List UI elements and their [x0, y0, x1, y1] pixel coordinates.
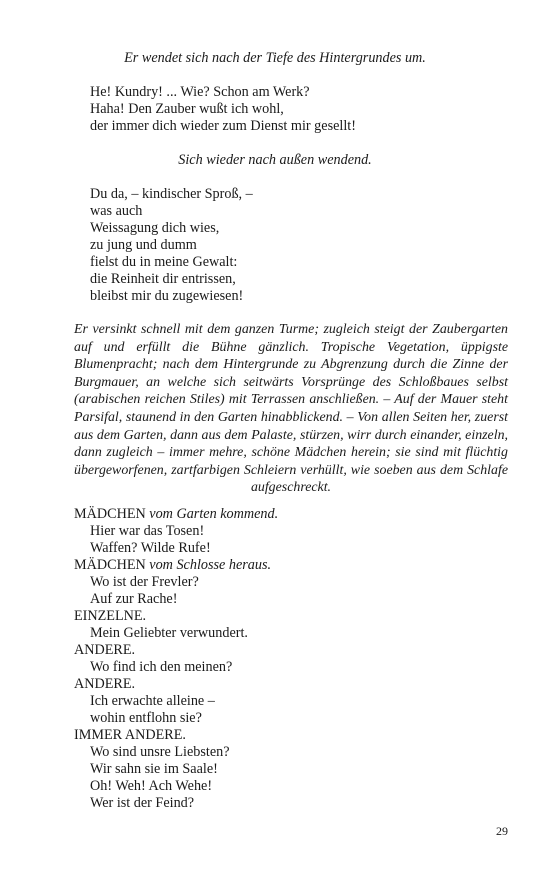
sung-line: wohin entflohn sie? — [90, 710, 202, 726]
speaker-name: EINZELNE. — [74, 608, 147, 624]
sung-line: Wer ist der Feind? — [90, 795, 195, 811]
sung-line: Auf zur Rache! — [90, 591, 178, 607]
sung-line: Mein Geliebter verwundert. — [90, 625, 248, 641]
sung-line: Ich erwachte alleine – — [90, 693, 215, 709]
sung-line: Oh! Weh! Ach Wehe! — [90, 778, 213, 794]
sung-line: Hier war das Tosen! — [90, 523, 205, 539]
speaker-line — [74, 557, 271, 574]
speaker-name: ANDERE. — [74, 642, 136, 658]
speaker-name: IMMER ANDERE. — [74, 727, 186, 743]
verse-line: bleibst mir du zugewiesen! — [90, 288, 244, 304]
verse-line: fielst du in meine Gewalt: — [90, 254, 238, 270]
speaker-direction: vom Garten kommend. — [149, 506, 279, 522]
verse-line: Weissagung dich wies, — [90, 220, 220, 236]
verse-line: der immer dich wieder zum Dienst mir gesellt! — [90, 118, 356, 134]
speaker-direction: vom Schlosse heraus. — [149, 557, 272, 573]
speaker-name: MÄDCHEN — [74, 506, 146, 522]
verse-line: zu jung und dumm — [90, 237, 197, 253]
sung-line: Wo ist der Frevler? — [90, 574, 199, 590]
verse-line: was auch — [90, 203, 143, 219]
sung-line: Wir sahn sie im Saale! — [90, 761, 218, 777]
stage-direction: Er wendet sich nach der Tiefe des Hintergrundes um. — [124, 50, 426, 66]
sung-line: Wo find ich den meinen? — [90, 659, 233, 675]
page-number: 29 — [496, 824, 508, 838]
sung-line: Waffen? Wilde Rufe! — [90, 540, 211, 556]
verse-line: die Reinheit dir entrissen, — [90, 271, 236, 287]
speaker-name: ANDERE. — [74, 676, 136, 692]
verse-line: He! Kundry! ... Wie? Schon am Werk? — [90, 84, 310, 100]
verse-line: Haha! Den Zauber wußt ich wohl, — [90, 101, 284, 117]
stage-direction: Sich wieder nach außen wendend. — [178, 152, 372, 168]
speaker-name: MÄDCHEN — [74, 557, 146, 573]
sung-line: Wo sind unsre Liebsten? — [90, 744, 230, 760]
stage-direction-paragraph: Er versinkt schnell mit dem ganzen Turme; zugleich steigt der Zaubergarten auf und erfüllt die Bühne gänzlich. Tropische Vegetation, üppigste Blumenpracht; nach dem Hintergrunde zu Abgrenzung durch die Zinne der Burgmauer, an welche sich seitwärts Vorsprünge des Schloßbaues selbst (arabischen reichen Stiles) mit Terrassen anschließen. – Auf der Mauer steht Parsifal, staunend in den Garten hinabblickend. – Von allen Seiten her, zuerst aus dem Garten, dann aus dem Palaste, stürzen, wirr durch einander, einzeln, dann zugleich – immer mehre, schöne Mädchen herein; sie sind mit flüchtig übergeworfenen, zartfarbigen Schleiern verhüllt, wie soeben aus dem Schlafe aufgeschreckt. — [74, 322, 508, 496]
speaker-line — [74, 506, 278, 523]
verse-line: Du da, – kindischer Sproß, – — [90, 186, 253, 202]
